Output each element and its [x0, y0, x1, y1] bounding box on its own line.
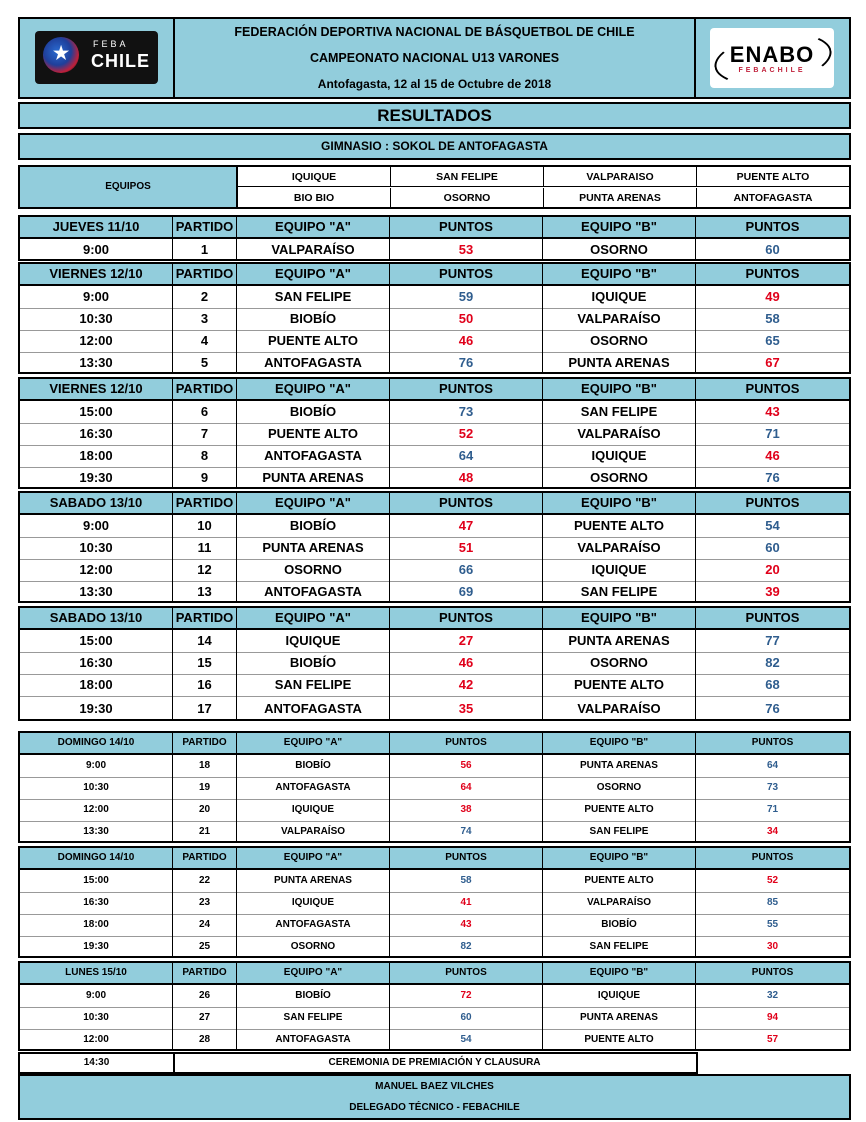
header-text	[175, 19, 694, 97]
game-time: 18:00	[20, 914, 173, 936]
score-a: 72	[390, 985, 543, 1007]
score-a: 27	[390, 630, 543, 652]
col-equipo-b: EQUIPO "B"	[543, 963, 696, 983]
delegate-role: DELEGADO TÉCNICO - FEBACHILE	[349, 1102, 520, 1113]
team-cell: PUNTA ARENAS	[544, 188, 697, 208]
game-time: 16:30	[20, 892, 173, 914]
game-number: 11	[173, 537, 237, 559]
score-b: 58	[765, 311, 780, 326]
game-number: 18	[173, 755, 237, 777]
results-block	[18, 606, 851, 721]
team-a: IQUIQUE	[237, 799, 390, 821]
game-number: 4	[173, 330, 237, 352]
col-equipo-a: EQUIPO "A"	[237, 493, 390, 513]
col-equipo-b: EQUIPO "B"	[543, 848, 696, 868]
team-b: SAN FELIPE	[543, 821, 696, 843]
team-b: BIOBÍO	[543, 914, 696, 936]
game-time: 12:00	[20, 330, 173, 352]
game-time: 12:00	[20, 559, 173, 581]
team-a: PUNTA ARENAS	[237, 467, 390, 489]
score-a: 41	[390, 892, 543, 914]
game-row	[20, 515, 849, 538]
team-cell: IQUIQUE	[238, 167, 391, 187]
game-time: 13:30	[20, 581, 173, 603]
team-b: PUNTA ARENAS	[543, 352, 696, 374]
col-partido: PARTIDO	[173, 493, 237, 513]
ceremony-label: CEREMONIA DE PREMIACIÓN Y CLAUSURA	[328, 1057, 541, 1068]
team-b: PUNTA ARENAS	[543, 1007, 696, 1029]
score-b: 82	[765, 655, 780, 670]
game-time: 16:30	[20, 423, 173, 445]
team-a: BIOBÍO	[237, 652, 390, 674]
score-b: 34	[766, 826, 779, 837]
team-a: ANTOFAGASTA	[237, 1029, 390, 1051]
team-b: VALPARAÍSO	[543, 892, 696, 914]
col-puntos-b: PUNTOS	[745, 610, 800, 625]
feba-chile-logo	[35, 31, 158, 84]
game-number: 13	[173, 581, 237, 603]
game-time: 12:00	[20, 1029, 173, 1051]
team-a: IQUIQUE	[237, 892, 390, 914]
game-number: 21	[173, 821, 237, 843]
score-b: 57	[766, 1034, 779, 1045]
team-b: OSORNO	[543, 467, 696, 489]
game-row	[20, 581, 849, 603]
game-row	[20, 286, 849, 309]
signature-footer	[18, 1074, 851, 1120]
game-time: 10:30	[20, 537, 173, 559]
score-b: 64	[766, 760, 779, 771]
score-b: 68	[765, 677, 780, 692]
federation-title: FEDERACIÓN DEPORTIVA NACIONAL DE BÁSQUETBOL DE CHILE	[234, 25, 635, 39]
score-b: 60	[765, 242, 780, 257]
game-time: 19:30	[20, 696, 173, 721]
results-block	[18, 961, 851, 1051]
block-header-row	[20, 848, 849, 870]
team-a: BIOBÍO	[237, 401, 390, 423]
score-a: 46	[390, 652, 543, 674]
results-block	[18, 731, 851, 843]
game-row	[20, 755, 849, 778]
score-b: 30	[766, 941, 779, 952]
team-b: IQUIQUE	[543, 985, 696, 1007]
score-a: 38	[390, 799, 543, 821]
col-equipo-b: EQUIPO "B"	[543, 217, 696, 237]
score-a: 60	[390, 1007, 543, 1029]
col-partido: PARTIDO	[173, 848, 237, 868]
game-row	[20, 696, 849, 721]
game-row	[20, 308, 849, 331]
game-row	[20, 821, 849, 843]
game-number: 10	[173, 515, 237, 537]
game-time: 15:00	[20, 630, 173, 652]
score-a: 56	[390, 755, 543, 777]
game-time: 12:00	[20, 799, 173, 821]
game-number: 22	[173, 870, 237, 892]
score-a: 58	[390, 870, 543, 892]
col-puntos-b: PUNTOS	[751, 967, 794, 978]
game-row	[20, 870, 849, 893]
game-row	[20, 401, 849, 424]
location-dates: Antofagasta, 12 al 15 de Octubre de 2018	[317, 77, 552, 91]
team-a: PUENTE ALTO	[237, 330, 390, 352]
game-time: 16:30	[20, 652, 173, 674]
col-partido: PARTIDO	[173, 608, 237, 628]
score-b: 73	[766, 782, 779, 793]
col-puntos-a: PUNTOS	[390, 379, 543, 399]
col-puntos-b: PUNTOS	[751, 737, 794, 748]
game-time: 13:30	[20, 821, 173, 843]
championship-title: CAMPEONATO NACIONAL U13 VARONES	[309, 51, 560, 65]
score-a: 64	[390, 445, 543, 467]
game-number: 12	[173, 559, 237, 581]
game-row	[20, 799, 849, 822]
game-row	[20, 352, 849, 374]
score-b: 32	[766, 990, 779, 1001]
score-b: 52	[766, 875, 779, 886]
game-row	[20, 914, 849, 937]
team-a: PUNTA ARENAS	[237, 870, 390, 892]
enabo-logo	[710, 28, 834, 88]
game-row	[20, 652, 849, 675]
team-b: VALPARAÍSO	[543, 537, 696, 559]
score-a: 74	[390, 821, 543, 843]
col-puntos-b: PUNTOS	[751, 852, 794, 863]
col-equipo-a: EQUIPO "A"	[237, 963, 390, 983]
score-a: 50	[390, 308, 543, 330]
game-row	[20, 445, 849, 468]
day-label: DOMINGO 14/10	[20, 733, 173, 753]
col-partido: PARTIDO	[173, 379, 237, 399]
team-a: SAN FELIPE	[237, 1007, 390, 1029]
team-a: OSORNO	[237, 936, 390, 958]
score-b: 76	[765, 701, 780, 716]
game-time: 10:30	[20, 308, 173, 330]
game-row	[20, 239, 849, 261]
team-b: VALPARAÍSO	[543, 696, 696, 721]
col-equipo-a: EQUIPO "A"	[237, 264, 390, 284]
game-time: 18:00	[20, 445, 173, 467]
score-b: 76	[765, 470, 780, 485]
col-puntos-a: PUNTOS	[390, 608, 543, 628]
game-time: 15:00	[20, 401, 173, 423]
game-time: 10:30	[20, 1007, 173, 1029]
game-time: 10:30	[20, 777, 173, 799]
team-b: PUENTE ALTO	[543, 1029, 696, 1051]
team-a: VALPARAÍSO	[237, 821, 390, 843]
team-a: BIOBÍO	[237, 515, 390, 537]
score-b: 65	[765, 333, 780, 348]
score-b: 85	[766, 897, 779, 908]
game-number: 19	[173, 777, 237, 799]
score-b: 46	[765, 448, 780, 463]
team-b: PUNTA ARENAS	[543, 755, 696, 777]
team-b: IQUIQUE	[543, 559, 696, 581]
delegate-name: MANUEL BAEZ VILCHES	[375, 1081, 494, 1092]
team-b: IQUIQUE	[543, 286, 696, 308]
results-block	[18, 215, 851, 261]
score-a: 48	[390, 467, 543, 489]
day-label: DOMINGO 14/10	[20, 848, 173, 868]
col-equipo-b: EQUIPO "B"	[543, 733, 696, 753]
score-a: 82	[390, 936, 543, 958]
game-time: 9:00	[20, 755, 173, 777]
page-title: RESULTADOS	[18, 102, 851, 129]
score-a: 53	[390, 239, 543, 261]
teams-table	[18, 165, 851, 209]
team-a: SAN FELIPE	[237, 286, 390, 308]
col-puntos-a: PUNTOS	[390, 963, 543, 983]
results-block	[18, 491, 851, 603]
col-equipo-a: EQUIPO "A"	[237, 608, 390, 628]
team-a: ANTOFAGASTA	[237, 696, 390, 721]
score-b: 49	[765, 289, 780, 304]
team-b: OSORNO	[543, 239, 696, 261]
col-puntos-b: PUNTOS	[745, 495, 800, 510]
col-partido: PARTIDO	[173, 733, 237, 753]
col-puntos-a: PUNTOS	[390, 733, 543, 753]
game-row	[20, 674, 849, 697]
col-equipo-a: EQUIPO "A"	[237, 217, 390, 237]
score-a: 46	[390, 330, 543, 352]
block-header-row	[20, 264, 849, 286]
results-block	[18, 262, 851, 374]
game-number: 6	[173, 401, 237, 423]
team-b: SAN FELIPE	[543, 581, 696, 603]
team-a: ANTOFAGASTA	[237, 445, 390, 467]
team-b: VALPARAÍSO	[543, 423, 696, 445]
block-header-row	[20, 217, 849, 239]
block-header-row	[20, 733, 849, 755]
game-number: 23	[173, 892, 237, 914]
team-b: OSORNO	[543, 777, 696, 799]
team-cell: VALPARAISO	[544, 167, 697, 187]
block-header-row	[20, 379, 849, 401]
game-time: 9:00	[20, 985, 173, 1007]
game-row	[20, 936, 849, 958]
game-time: 9:00	[20, 515, 173, 537]
score-b: 67	[765, 355, 780, 370]
game-row	[20, 892, 849, 915]
team-b: OSORNO	[543, 652, 696, 674]
score-a: 73	[390, 401, 543, 423]
game-number: 14	[173, 630, 237, 652]
score-a: 52	[390, 423, 543, 445]
team-b: PUENTE ALTO	[543, 799, 696, 821]
col-puntos-a: PUNTOS	[390, 848, 543, 868]
score-a: 64	[390, 777, 543, 799]
team-b: PUENTE ALTO	[543, 674, 696, 696]
game-row	[20, 423, 849, 446]
game-time: 19:30	[20, 936, 173, 958]
team-cell: OSORNO	[391, 188, 544, 208]
game-number: 8	[173, 445, 237, 467]
score-a: 43	[390, 914, 543, 936]
game-row	[20, 559, 849, 582]
team-a: PUNTA ARENAS	[237, 537, 390, 559]
score-b: 39	[765, 584, 780, 599]
col-equipo-a: EQUIPO "A"	[237, 379, 390, 399]
day-label: SABADO 13/10	[20, 493, 173, 513]
score-b: 71	[765, 426, 780, 441]
score-a: 35	[390, 696, 543, 721]
game-number: 5	[173, 352, 237, 374]
game-time: 9:00	[20, 286, 173, 308]
team-cell: ANTOFAGASTA	[733, 192, 813, 204]
game-row	[20, 1029, 849, 1051]
game-row	[20, 777, 849, 800]
team-cell: SAN FELIPE	[391, 167, 544, 187]
team-a: ANTOFAGASTA	[237, 352, 390, 374]
teams-label: EQUIPOS	[20, 167, 238, 207]
col-equipo-b: EQUIPO "B"	[543, 608, 696, 628]
col-equipo-b: EQUIPO "B"	[543, 264, 696, 284]
score-b: 54	[765, 518, 780, 533]
col-puntos-a: PUNTOS	[390, 493, 543, 513]
game-number: 7	[173, 423, 237, 445]
day-label: VIERNES 12/10	[20, 379, 173, 399]
game-row	[20, 630, 849, 653]
logo-text-enabo: ENABO	[729, 42, 815, 67]
game-number: 9	[173, 467, 237, 489]
col-puntos-b: PUNTOS	[745, 219, 800, 234]
game-number: 15	[173, 652, 237, 674]
col-equipo-a: EQUIPO "A"	[237, 848, 390, 868]
score-a: 59	[390, 286, 543, 308]
game-number: 24	[173, 914, 237, 936]
team-b: SAN FELIPE	[543, 401, 696, 423]
gym-title: GIMNASIO : SOKOL DE ANTOFAGASTA	[18, 133, 851, 160]
game-number: 1	[173, 239, 237, 261]
ceremony-row	[18, 1052, 698, 1074]
score-b: 20	[765, 562, 780, 577]
game-row	[20, 537, 849, 560]
team-b: PUNTA ARENAS	[543, 630, 696, 652]
game-time: 18:00	[20, 674, 173, 696]
game-number: 25	[173, 936, 237, 958]
score-a: 54	[390, 1029, 543, 1051]
block-header-row	[20, 493, 849, 515]
col-partido: PARTIDO	[173, 217, 237, 237]
score-a: 66	[390, 559, 543, 581]
game-row	[20, 467, 849, 489]
score-a: 47	[390, 515, 543, 537]
col-puntos-b: PUNTOS	[745, 381, 800, 396]
team-b: PUENTE ALTO	[543, 515, 696, 537]
team-b: SAN FELIPE	[543, 936, 696, 958]
document-header	[18, 17, 851, 99]
team-a: ANTOFAGASTA	[237, 914, 390, 936]
team-a: SAN FELIPE	[237, 674, 390, 696]
team-a: BIOBÍO	[237, 755, 390, 777]
team-a: IQUIQUE	[237, 630, 390, 652]
score-b: 60	[765, 540, 780, 555]
game-row	[20, 330, 849, 353]
day-label: JUEVES 11/10	[20, 217, 173, 237]
team-a: BIOBÍO	[237, 308, 390, 330]
score-a: 51	[390, 537, 543, 559]
game-row	[20, 1007, 849, 1030]
col-equipo-b: EQUIPO "B"	[543, 379, 696, 399]
team-b: PUENTE ALTO	[543, 870, 696, 892]
day-label: VIERNES 12/10	[20, 264, 173, 284]
game-time: 9:00	[20, 239, 173, 261]
col-puntos-a: PUNTOS	[390, 264, 543, 284]
team-b: OSORNO	[543, 330, 696, 352]
team-cell: BIO BIO	[238, 188, 391, 208]
col-equipo-b: EQUIPO "B"	[543, 493, 696, 513]
team-b: IQUIQUE	[543, 445, 696, 467]
team-a: ANTOFAGASTA	[237, 581, 390, 603]
col-puntos-b: PUNTOS	[745, 266, 800, 281]
team-a: ANTOFAGASTA	[237, 777, 390, 799]
game-time: 19:30	[20, 467, 173, 489]
feba-chile-logo-cell	[20, 19, 175, 97]
col-partido: PARTIDO	[173, 264, 237, 284]
game-number: 20	[173, 799, 237, 821]
logo-text-feba: FEBA	[93, 39, 129, 49]
day-label: SABADO 13/10	[20, 608, 173, 628]
score-a: 69	[390, 581, 543, 603]
team-cell: PUENTE ALTO	[697, 167, 849, 187]
game-number: 16	[173, 674, 237, 696]
score-b: 94	[766, 1012, 779, 1023]
score-b: 71	[766, 804, 779, 815]
block-header-row	[20, 963, 849, 985]
col-puntos-a: PUNTOS	[390, 217, 543, 237]
col-equipo-a: EQUIPO "A"	[237, 733, 390, 753]
score-a: 42	[390, 674, 543, 696]
ceremony-time: 14:30	[20, 1054, 175, 1072]
col-partido: PARTIDO	[173, 963, 237, 983]
logo-text-chile: CHILE	[91, 51, 150, 71]
game-number: 17	[173, 696, 237, 721]
star-icon: ★	[53, 43, 70, 63]
team-a: PUENTE ALTO	[237, 423, 390, 445]
team-a: VALPARAÍSO	[237, 239, 390, 261]
day-label: LUNES 15/10	[20, 963, 173, 983]
results-block	[18, 377, 851, 489]
team-a: OSORNO	[237, 559, 390, 581]
game-row	[20, 985, 849, 1008]
score-b: 77	[765, 633, 780, 648]
game-number: 27	[173, 1007, 237, 1029]
game-time: 13:30	[20, 352, 173, 374]
score-a: 76	[390, 352, 543, 374]
block-header-row	[20, 608, 849, 630]
score-b: 55	[766, 919, 779, 930]
game-time: 15:00	[20, 870, 173, 892]
logo-text-febachile: FEBACHILE	[738, 67, 806, 74]
game-number: 26	[173, 985, 237, 1007]
score-b: 43	[765, 404, 780, 419]
team-b: VALPARAÍSO	[543, 308, 696, 330]
game-number: 3	[173, 308, 237, 330]
results-block	[18, 846, 851, 958]
game-number: 28	[173, 1029, 237, 1051]
enabo-logo-cell	[694, 19, 849, 97]
team-a: BIOBÍO	[237, 985, 390, 1007]
game-number: 2	[173, 286, 237, 308]
